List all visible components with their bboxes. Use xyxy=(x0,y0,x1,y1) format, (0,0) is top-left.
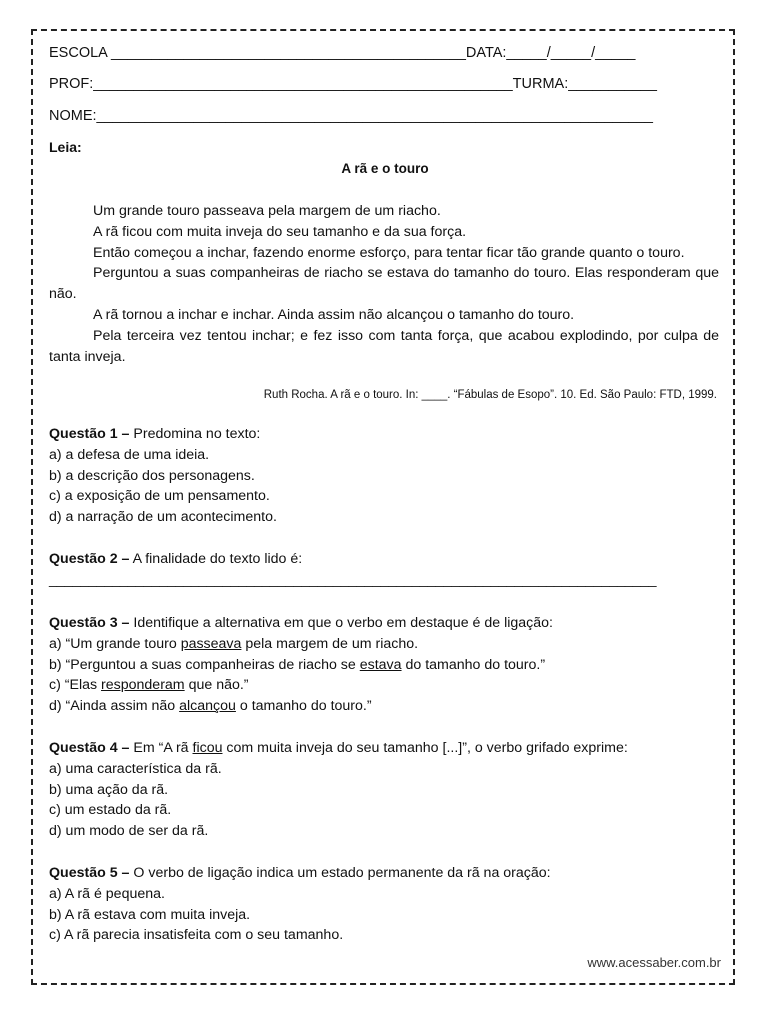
option: a) “Um grande touro passeava pela margem de um riacho. xyxy=(49,635,419,652)
option: c) um estado da rã. xyxy=(49,802,172,819)
question-text: Identifique a alternativa em que o verbo em destaque é de ligação: xyxy=(129,615,553,631)
escola-data-field: ESCOLA ____________________________________________DATA:_____/_____/_____ xyxy=(49,45,636,61)
question-5 xyxy=(49,863,551,946)
question-text: O verbo de ligação indica um estado permanente da rã na oração: xyxy=(129,865,551,881)
option: b) “Perguntou a suas companheiras de riacho se estava do tamanho do touro.” xyxy=(49,656,546,673)
question-label: Questão 1 – xyxy=(49,426,130,442)
story-paragraph: A rã tornou a inchar e inchar. Ainda assim não alcançou o tamanho do touro. xyxy=(93,306,575,323)
footer-url: www.acessaber.com.br xyxy=(587,955,721,970)
highlighted-verb: passeava xyxy=(180,635,242,652)
answer-line: _____________________________________________________________________________ xyxy=(49,571,657,588)
highlighted-verb: ficou xyxy=(192,740,223,756)
worksheet xyxy=(31,29,735,985)
option: d) um modo de ser da rã. xyxy=(49,823,209,840)
highlighted-verb: responderam xyxy=(101,677,185,694)
option: c) a exposição de um pensamento. xyxy=(49,488,270,505)
question-label: Questão 2 – xyxy=(49,551,130,567)
story-title: A rã e o touro xyxy=(341,161,429,176)
story-paragraph: Um grande touro passeava pela margem de um riacho. xyxy=(93,203,441,219)
question-text: Predomina no texto: xyxy=(129,426,261,442)
option: a) A rã é pequena. xyxy=(49,885,165,902)
leia-label: Leia: xyxy=(49,139,82,155)
story-paragraph: Pela terceira vez tentou inchar; e fez isso com tanta força, que acabou explodindo, por culpa de tanta inveja. xyxy=(49,327,719,365)
prof-turma-field: PROF:____________________________________________________TURMA:___________ xyxy=(49,76,657,92)
citation: Ruth Rocha. A rã e o touro. In: ____. “Fábulas de Esopo”. 10. Ed. São Paulo: FTD, 1999. xyxy=(263,389,717,401)
story-text xyxy=(49,201,719,367)
story-paragraph: Perguntou a suas companheiras de riacho se estava do tamanho do touro. Elas responderam que não. xyxy=(49,265,719,303)
story-paragraph: Então começou a inchar, fazendo enorme esforço, para tentar ficar tão grande quanto o touro. xyxy=(93,244,685,261)
story-paragraph: A rã ficou com muita inveja do seu tamanho e da sua força. xyxy=(93,223,467,240)
option: b) A rã estava com muita inveja. xyxy=(49,906,251,923)
nome-field: NOME:_____________________________________________________________________ xyxy=(49,108,653,124)
option: a) uma característica da rã. xyxy=(49,760,222,777)
option: d) “Ainda assim não alcançou o tamanho do touro.” xyxy=(49,698,372,715)
question-2 xyxy=(49,549,657,591)
highlighted-verb: estava xyxy=(359,656,402,673)
option: c) A rã parecia insatisfeita com o seu tamanho. xyxy=(49,927,344,944)
question-3 xyxy=(49,613,553,717)
option: b) a descrição dos personagens. xyxy=(49,467,255,484)
question-4: Questão 4 – Em “A rã ficou com muita inveja do seu tamanho [...]”, o verbo grifado exprime: a) uma característica da rã. b) uma ação da rã. c) um estado da rã. d) um modo de ser da rã. xyxy=(49,738,628,842)
question-text: A finalidade do texto lido é: xyxy=(129,551,303,567)
question-label: Questão 3 – xyxy=(49,615,130,631)
highlighted-verb: alcançou xyxy=(179,698,236,715)
option: d) a narração de um acontecimento. xyxy=(49,509,277,526)
option: a) a defesa de uma ideia. xyxy=(49,446,210,463)
question-1 xyxy=(49,424,277,528)
question-label: Questão 5 – xyxy=(49,865,130,881)
question-label: Questão 4 – xyxy=(49,740,130,756)
option: b) uma ação da rã. xyxy=(49,781,169,798)
option: c) “Elas responderam que não.” xyxy=(49,677,249,694)
